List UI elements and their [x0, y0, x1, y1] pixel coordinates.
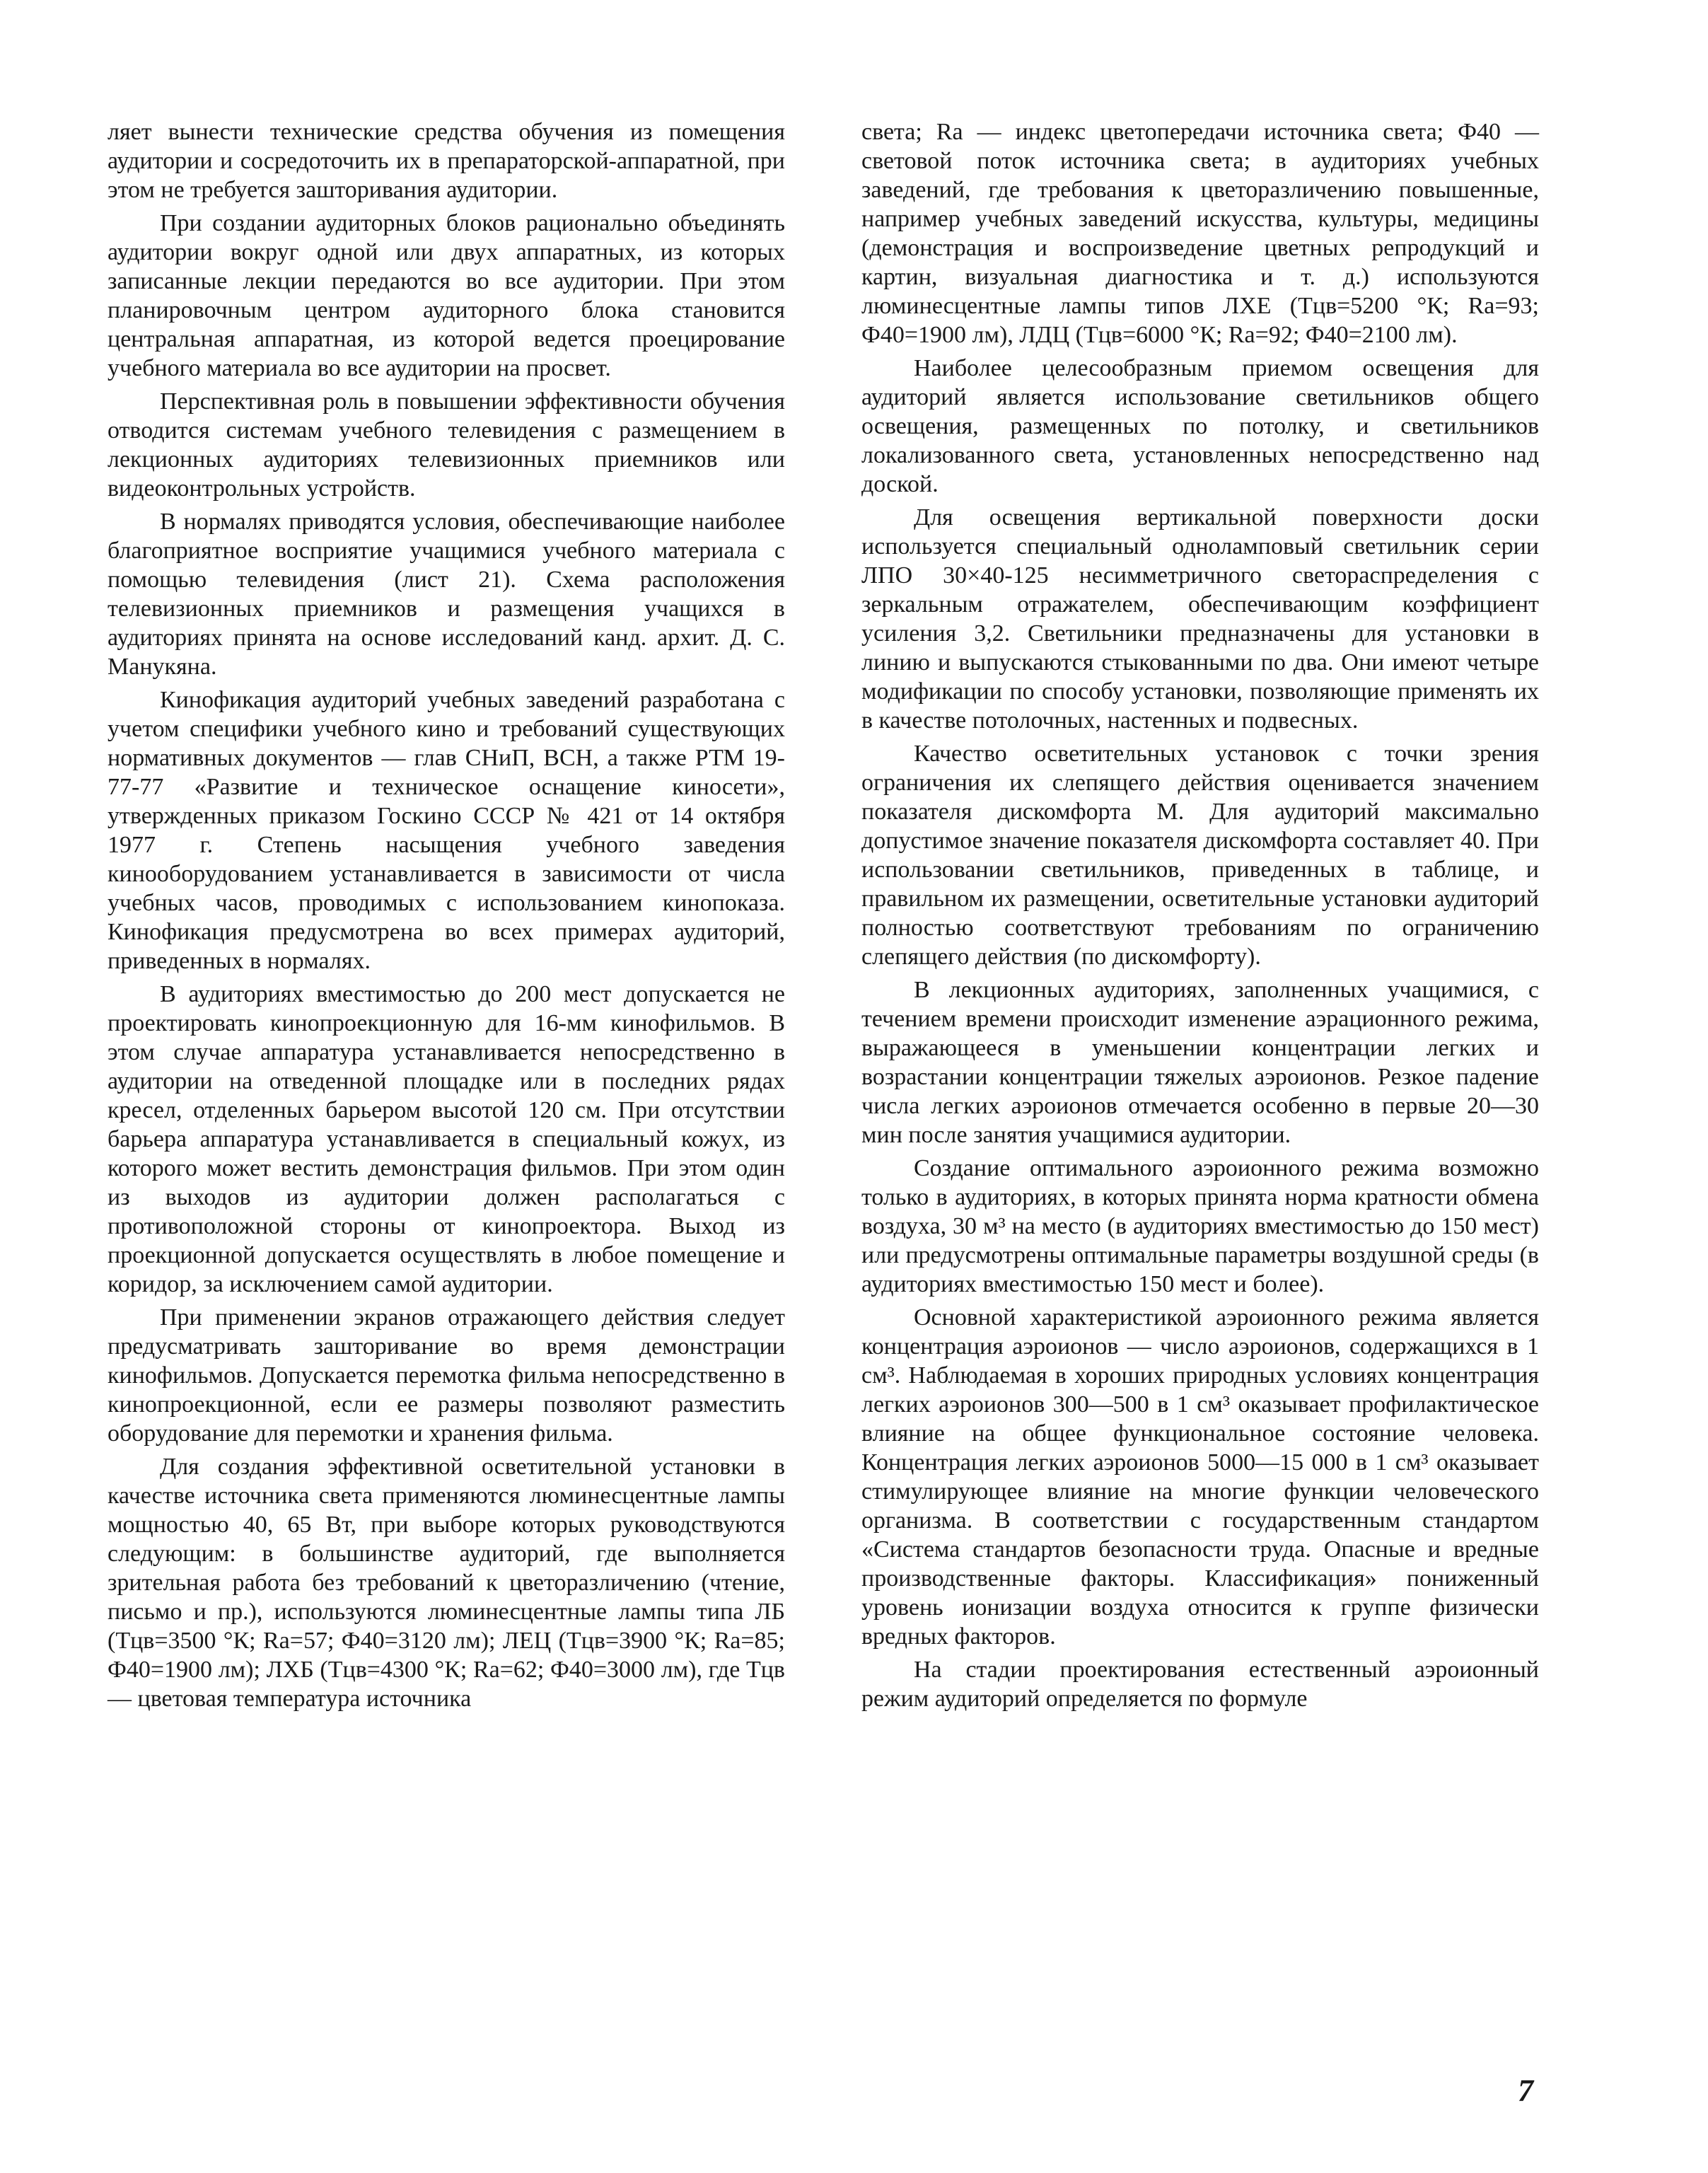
paragraph: Качество осветительных установок с точки зрения ограничения их слепящего действия оценивается значением показателя дискомфорта М. Для аудиторий максимально допустимое значение показателя дискомфорта составляет 40. При использовании светильников, приведенных в таблице, и правильном их размещении, осветительные установки аудиторий полностью соответствуют требованиям по ограничению слепящего действия (по дискомфорту). [861, 741, 1539, 970]
paragraph: На стадии проектирования естественный аэроионный режим аудиторий определяется по формуле [861, 1657, 1539, 1712]
paragraph: Для освещения вертикальной поверхности доски используется специальный одноламповый светильник серии ЛПО 30×40-125 несимметричного светораспределения с зеркальным отражателем, обеспечивающим коэффициент усиления 3,2. Светильники предназначены для установки в линию и выпускаются стыкованными по два. Они имеют четыре модификации по способу установки, позволяющие применять их в качестве потолочных, настенных и подвесных. [861, 504, 1539, 734]
paragraph: света; Ra — индекс цветопередачи источника света; Ф40 — световой поток источника света; в аудиториях учебных заведений, где требования к цветоразличению повышенные, например учебных заведений искусства, культуры, медицины (демонстрация и воспроизведение цветных репродукций и картин, визуальная диагностика и т. д.) используются люминесцентные лампы типов ЛХЕ (Тцв=5200 °К; Ra=93; Ф40=1900 лм), ЛДЦ (Тцв=6000 °К; Ra=92; Ф40=2100 лм). [861, 119, 1539, 348]
paragraph: Основной характеристикой аэроионного режима является концентрация аэроионов — число аэроионов, содержащихся в 1 см³. Наблюдаемая в хороших природных условиях концентрация легких аэроионов 300—500 в 1 см³ оказывает профилактическое влияние на общее функциональное состояние человека. Концентрация легких аэроионов 5000—15 000 в 1 см³ оказывает стимулирующее влияние на многие функции человеческого организма. В соответствии с государственным стандартом «Система стандартов безопасности труда. Опасные и вредные производственные факторы. Классификация» пониженный уровень ионизации воздуха относится к группе физически вредных факторов. [861, 1304, 1539, 1650]
paragraph: Наиболее целесообразным приемом освещения для аудиторий является использование светильников общего освещения, размещенных по потолку, и светильников локализованного света, установленных непосредственно над доской. [861, 355, 1539, 497]
paragraph: Создание оптимального аэроионного режима возможно только в аудиториях, в которых принята норма кратности обмена воздуха, 30 м³ на место (в аудиториях вместимостью до 150 мест) или предусмотрены оптимальные параметры воздушной среды (в аудиториях вместимостью 150 мест и более). [861, 1155, 1539, 1297]
paragraph: При применении экранов отражающего действия следует предусматривать зашторивание во время демонстрации кинофильмов. Допускается перемотка фильма непосредственно в кинопроекционной, если ее размеры позволяют разместить оборудование для перемотки и хранения фильма. [108, 1304, 785, 1447]
left-text-column [108, 117, 785, 1717]
paragraph: Перспективная роль в повышении эффективности обучения отводится системам учебного телевидения с размещением в лекционных аудиториях телевизионных приемников или видеоконтрольных устройств. [108, 388, 785, 502]
paragraph: ляет вынести технические средства обучения из помещения аудитории и сосредоточить их в препараторской-аппаратной, при этом не требуется зашторивания аудитории. [108, 119, 785, 203]
paragraph: В лекционных аудиториях, заполненных учащимися, с течением времени происходит изменение аэрационного режима, выражающееся в уменьшении концентрации легких и возрастании концентрации тяжелых аэроионов. Резкое падение числа легких аэроионов отмечается особенно в первые 20—30 мин после занятия учащимися аудитории. [861, 977, 1539, 1148]
right-text-column [861, 117, 1539, 1717]
paragraph: Кинофикация аудиторий учебных заведений разработана с учетом специфики учебного кино и требований существующих нормативных документов — глав СНиП, ВСН, а также РТМ 19-77-77 «Развитие и техническое оснащение киносети», утвержденных приказом Госкино СССР № 421 от 14 октября 1977 г. Степень насыщения учебного заведения кинооборудованием устанавливается в зависимости от числа учебных часов, проводимых с использованием кинопоказа. Кинофикация предусмотрена во всех примерах аудиторий, приведенных в нормалях. [108, 687, 785, 974]
paragraph: В нормалях приводятся условия, обеспечивающие наиболее благоприятное восприятие учащимися учебного материала с помощью телевидения (лист 21). Схема расположения телевизионных приемников и размещения учащихся в аудиториях принята на основе исследований канд. архит. Д. С. Манукяна. [108, 509, 785, 680]
paragraph: При создании аудиторных блоков рационально объединять аудитории вокруг одной или двух аппаратных, из которых записанные лекции передаются во все аудитории. При этом планировочным центром аудиторного блока становится центральная аппаратная, из которой ведется проецирование учебного материала во все аудитории на просвет. [108, 210, 785, 381]
paragraph: Для создания эффективной осветительной установки в качестве источника света применяются люминесцентные лампы мощностью 40, 65 Вт, при выборе которых руководствуются следующим: в большинстве аудиторий, где выполняется зрительная работа без требований к цветоразличению (чтение, письмо и пр.), используются люминесцентные лампы типа ЛБ (Тцв=3500 °К; Ra=57; Ф40=3120 лм); ЛЕЦ (Тцв=3900 °К; Ra=85; Ф40=1900 лм); ЛХБ (Тцв=4300 °К; Ra=62; Ф40=3000 лм), где Тцв — цветовая температура источника [108, 1454, 785, 1712]
paragraph: В аудиториях вместимостью до 200 мест допускается не проектировать кинопроекционную для 16-мм кинофильмов. В этом случае аппаратура устанавливается непосредственно в аудитории на отведенной площадке или в последних рядах кресел, отделенных барьером высотой 120 см. При отсутствии барьера аппаратура устанавливается в специальный кожух, из которого может вестить демонстрация фильмов. При этом один из выходов из аудитории должен располагаться с противоположной стороны от кинопроектора. Выход из проекционной допускается осуществлять в любое помещение и коридор, за исключением самой аудитории. [108, 981, 785, 1297]
page-number: 7 [1518, 2073, 1533, 2108]
